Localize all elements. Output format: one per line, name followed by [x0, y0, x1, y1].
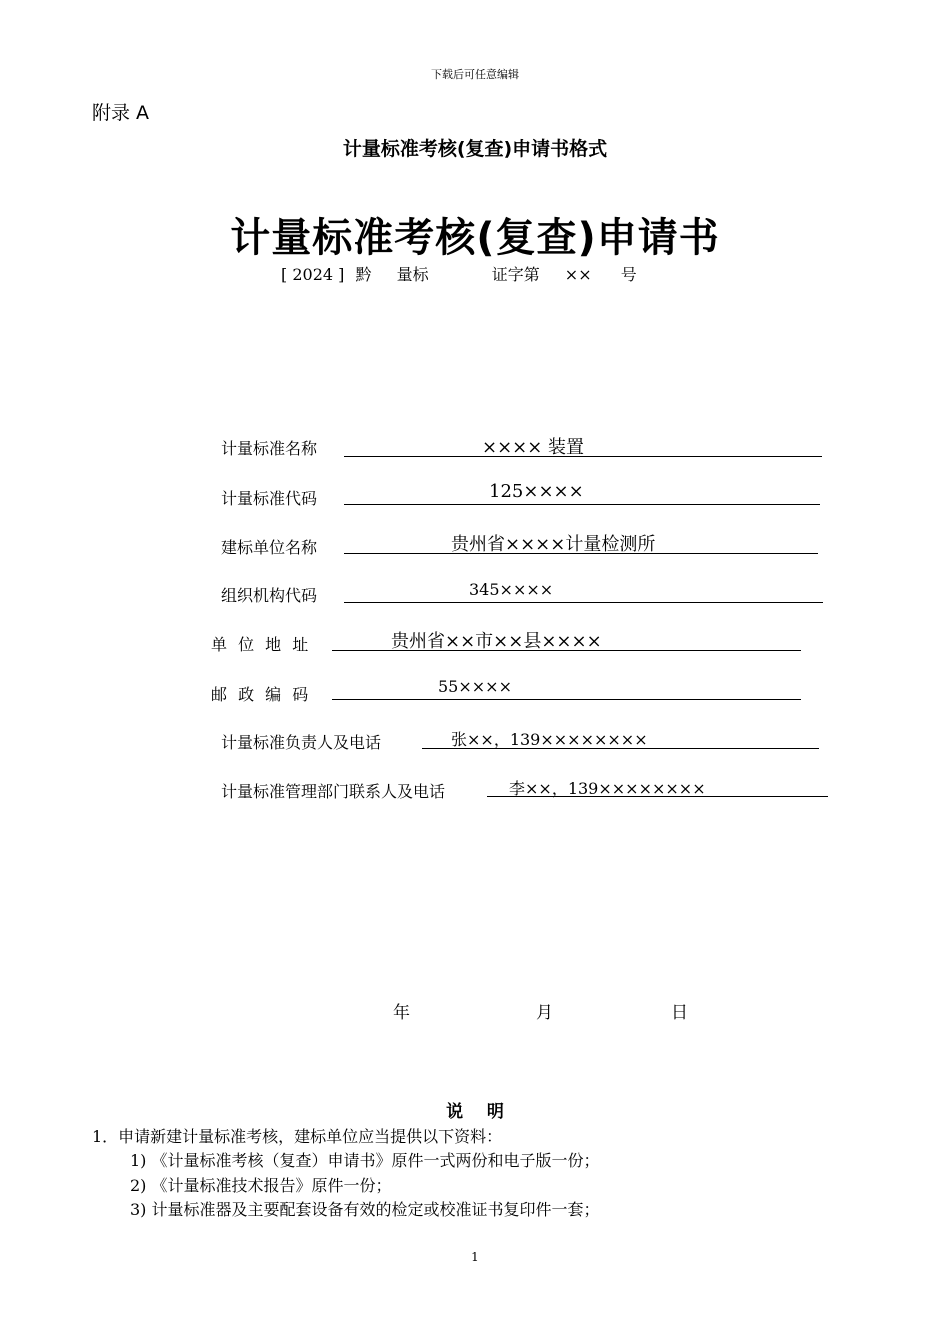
certificate-number-line — [281, 262, 637, 285]
field-value-standard-code: 125×××× — [489, 481, 584, 502]
field-label-manager: 计量标准负责人及电话 — [221, 733, 382, 752]
field-label-contact: 计量标准管理部门联系人及电话 — [221, 782, 446, 801]
field-value-standard-name: ×××× 装置 — [482, 437, 585, 458]
date-year: 年 — [393, 1003, 410, 1023]
main-title: 计量标准考核(复查)申请书 — [230, 215, 720, 261]
note-item-1: 1．申请新建计量标准考核，建标单位应当提供以下资料： — [92, 1127, 503, 1146]
field-value-postcode: 55×××× — [438, 677, 512, 696]
field-line-postcode — [332, 677, 801, 700]
date-day: 日 — [671, 1003, 688, 1023]
field-value-unit-name: 贵州省××××计量检测所 — [451, 534, 656, 555]
cert-end: 号 — [620, 265, 637, 284]
field-line-org-code — [344, 580, 823, 603]
appendix-label: 附录 A — [92, 102, 150, 124]
form-subtitle: 计量标准考核(复查)申请书格式 — [342, 138, 608, 160]
field-label-address: 单 位 地 址 — [211, 635, 312, 654]
cert-number: ×× — [564, 265, 592, 284]
field-label-postcode: 邮 政 编 码 — [211, 685, 312, 704]
cert-prefix: 黔 — [355, 265, 372, 284]
field-label-org-code: 组织机构代码 — [221, 586, 318, 605]
notes-title: 说 明 — [446, 1102, 504, 1122]
note-item-2: 1) 《计量标准考核（复查）申请书》原件一式两份和电子版一份； — [130, 1151, 600, 1170]
field-value-org-code: 345×××× — [469, 580, 554, 599]
page-number: 1 — [471, 1250, 479, 1264]
field-label-unit-name: 建标单位名称 — [221, 538, 318, 557]
cert-middle: 量标 — [396, 265, 429, 284]
cert-suffix: 证字第 — [491, 265, 540, 284]
field-value-address: 贵州省××市××县×××× — [391, 631, 602, 652]
field-label-standard-code: 计量标准代码 — [221, 489, 318, 508]
note-item-3: 2) 《计量标准技术报告》原件一份； — [130, 1176, 392, 1195]
cert-year: [ 2024 ] — [281, 265, 345, 284]
date-month: 月 — [536, 1003, 553, 1023]
header-note: 下载后可任意编辑 — [431, 68, 519, 81]
field-value-contact: 李××，139×××××××× — [509, 779, 706, 798]
field-value-manager: 张××，139×××××××× — [451, 730, 648, 749]
field-label-standard-name: 计量标准名称 — [221, 439, 318, 458]
note-item-4: 3) 计量标准器及主要配套设备有效的检定或校准证书复印件一套； — [130, 1200, 600, 1219]
